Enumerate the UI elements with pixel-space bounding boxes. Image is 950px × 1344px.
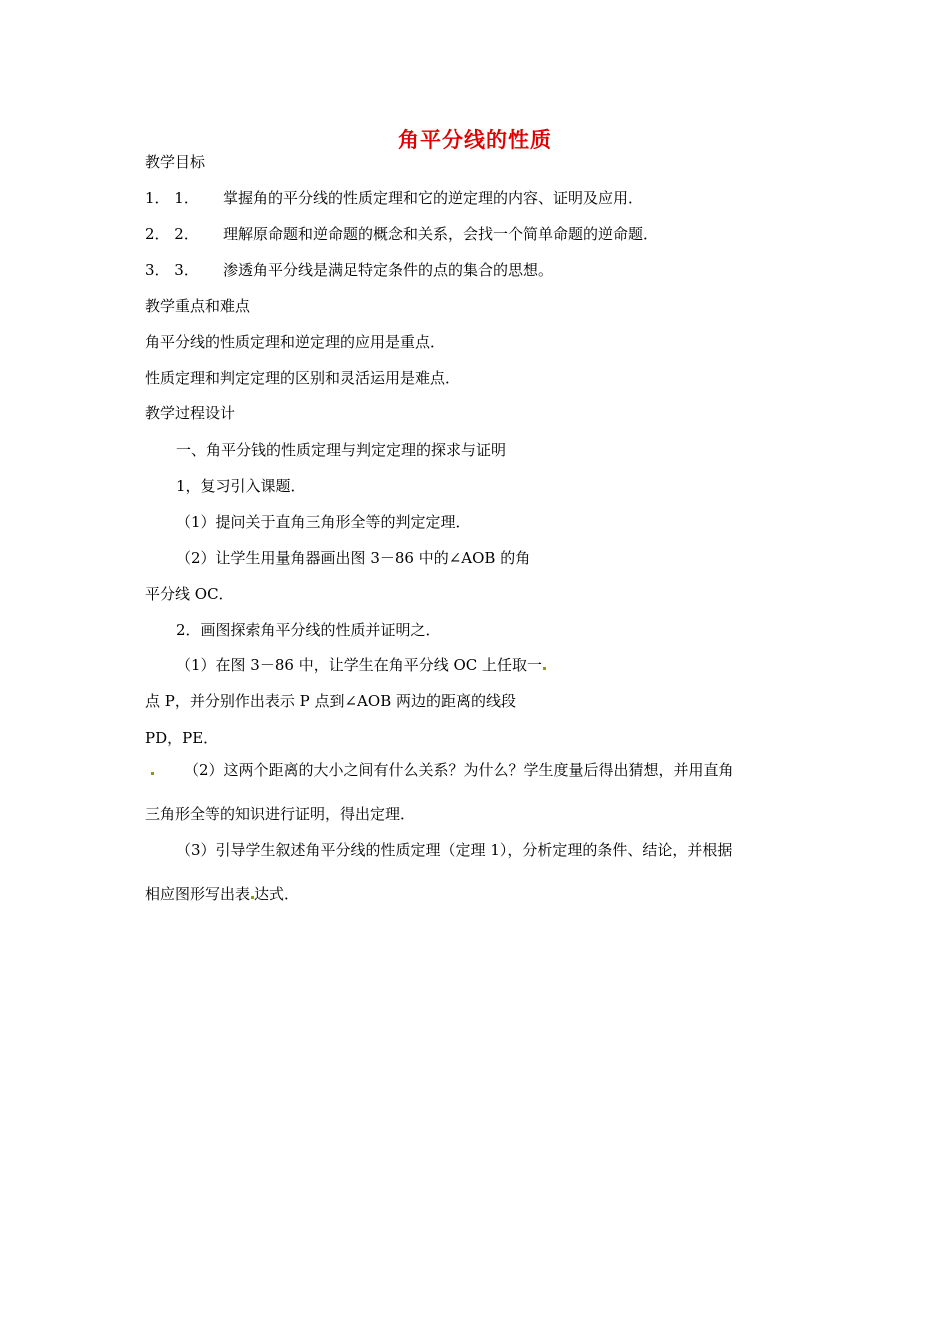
edit-mark-icon (543, 667, 546, 670)
process-line-13 (145, 884, 299, 904)
process-line-3: （1）提问关于直角三角形全等的判定定理． (176, 513, 471, 531)
process-line-2: 1，复习引入课题． (176, 477, 306, 495)
process-line-4: （2）让学生用量角器画出图 3－86 中的∠AOB 的角 (176, 549, 531, 567)
key-line-1: 角平分线的性质定理和逆定理的应用是重点． (145, 333, 446, 351)
goal-item-1 (145, 188, 643, 208)
key-heading: 教学重点和难点 (145, 297, 251, 315)
process-line-9: PD，PE． (145, 729, 219, 747)
process-heading: 教学过程设计 (145, 404, 236, 422)
process-line-10 (150, 760, 734, 780)
goal-number: 1． 1． (145, 189, 199, 207)
goal-item-3 (145, 260, 553, 280)
goal-number: 2． 2． (145, 225, 199, 243)
goal-number: 3． 3． (145, 261, 199, 279)
process-line-5: 平分线 OC． (145, 585, 234, 603)
process-line-10-text: （2）这两个距离的大小之间有什么关系？为什么？学生度量后得出猜想，并用直角 (184, 761, 734, 779)
goal-text: 掌握角的平分线的性质定理和它的逆定理的内容、证明及应用． (223, 189, 644, 207)
goal-item-2 (145, 224, 658, 244)
process-line-12: （3）引导学生叙述角平分线的性质定理（定理 1），分析定理的条件、结论，并根据 (176, 841, 733, 859)
process-line-6: 2．画图探索角平分线的性质并证明之． (176, 621, 441, 639)
process-line-13-text-a: 相应图形写出表 (145, 885, 251, 903)
process-line-7-text: （1）在图 3－86 中，让学生在角平分线 OC 上任取一 (176, 656, 543, 674)
process-line-13-text-b: 达式． (254, 885, 300, 903)
edit-mark-icon (151, 772, 154, 775)
key-line-2: 性质定理和判定定理的区别和灵活运用是难点． (145, 369, 461, 387)
goal-text: 渗透角平分线是满足特定条件的点的集合的思想。 (223, 261, 554, 279)
goal-text: 理解原命题和逆命题的概念和关系，会找一个简单命题的逆命题． (223, 225, 659, 243)
process-line-7 (176, 655, 546, 675)
process-line-11: 三角形全等的知识进行证明，得出定理． (145, 805, 416, 823)
process-line-1: 一、角平分钱的性质定理与判定定理的探求与证明 (176, 441, 507, 459)
goals-heading: 教学目标 (145, 153, 206, 171)
process-line-8: 点 P，并分别作出表示 P 点到∠AOB 两边的距离的线段 (145, 692, 516, 710)
page-title: 角平分线的性质 (398, 128, 552, 152)
